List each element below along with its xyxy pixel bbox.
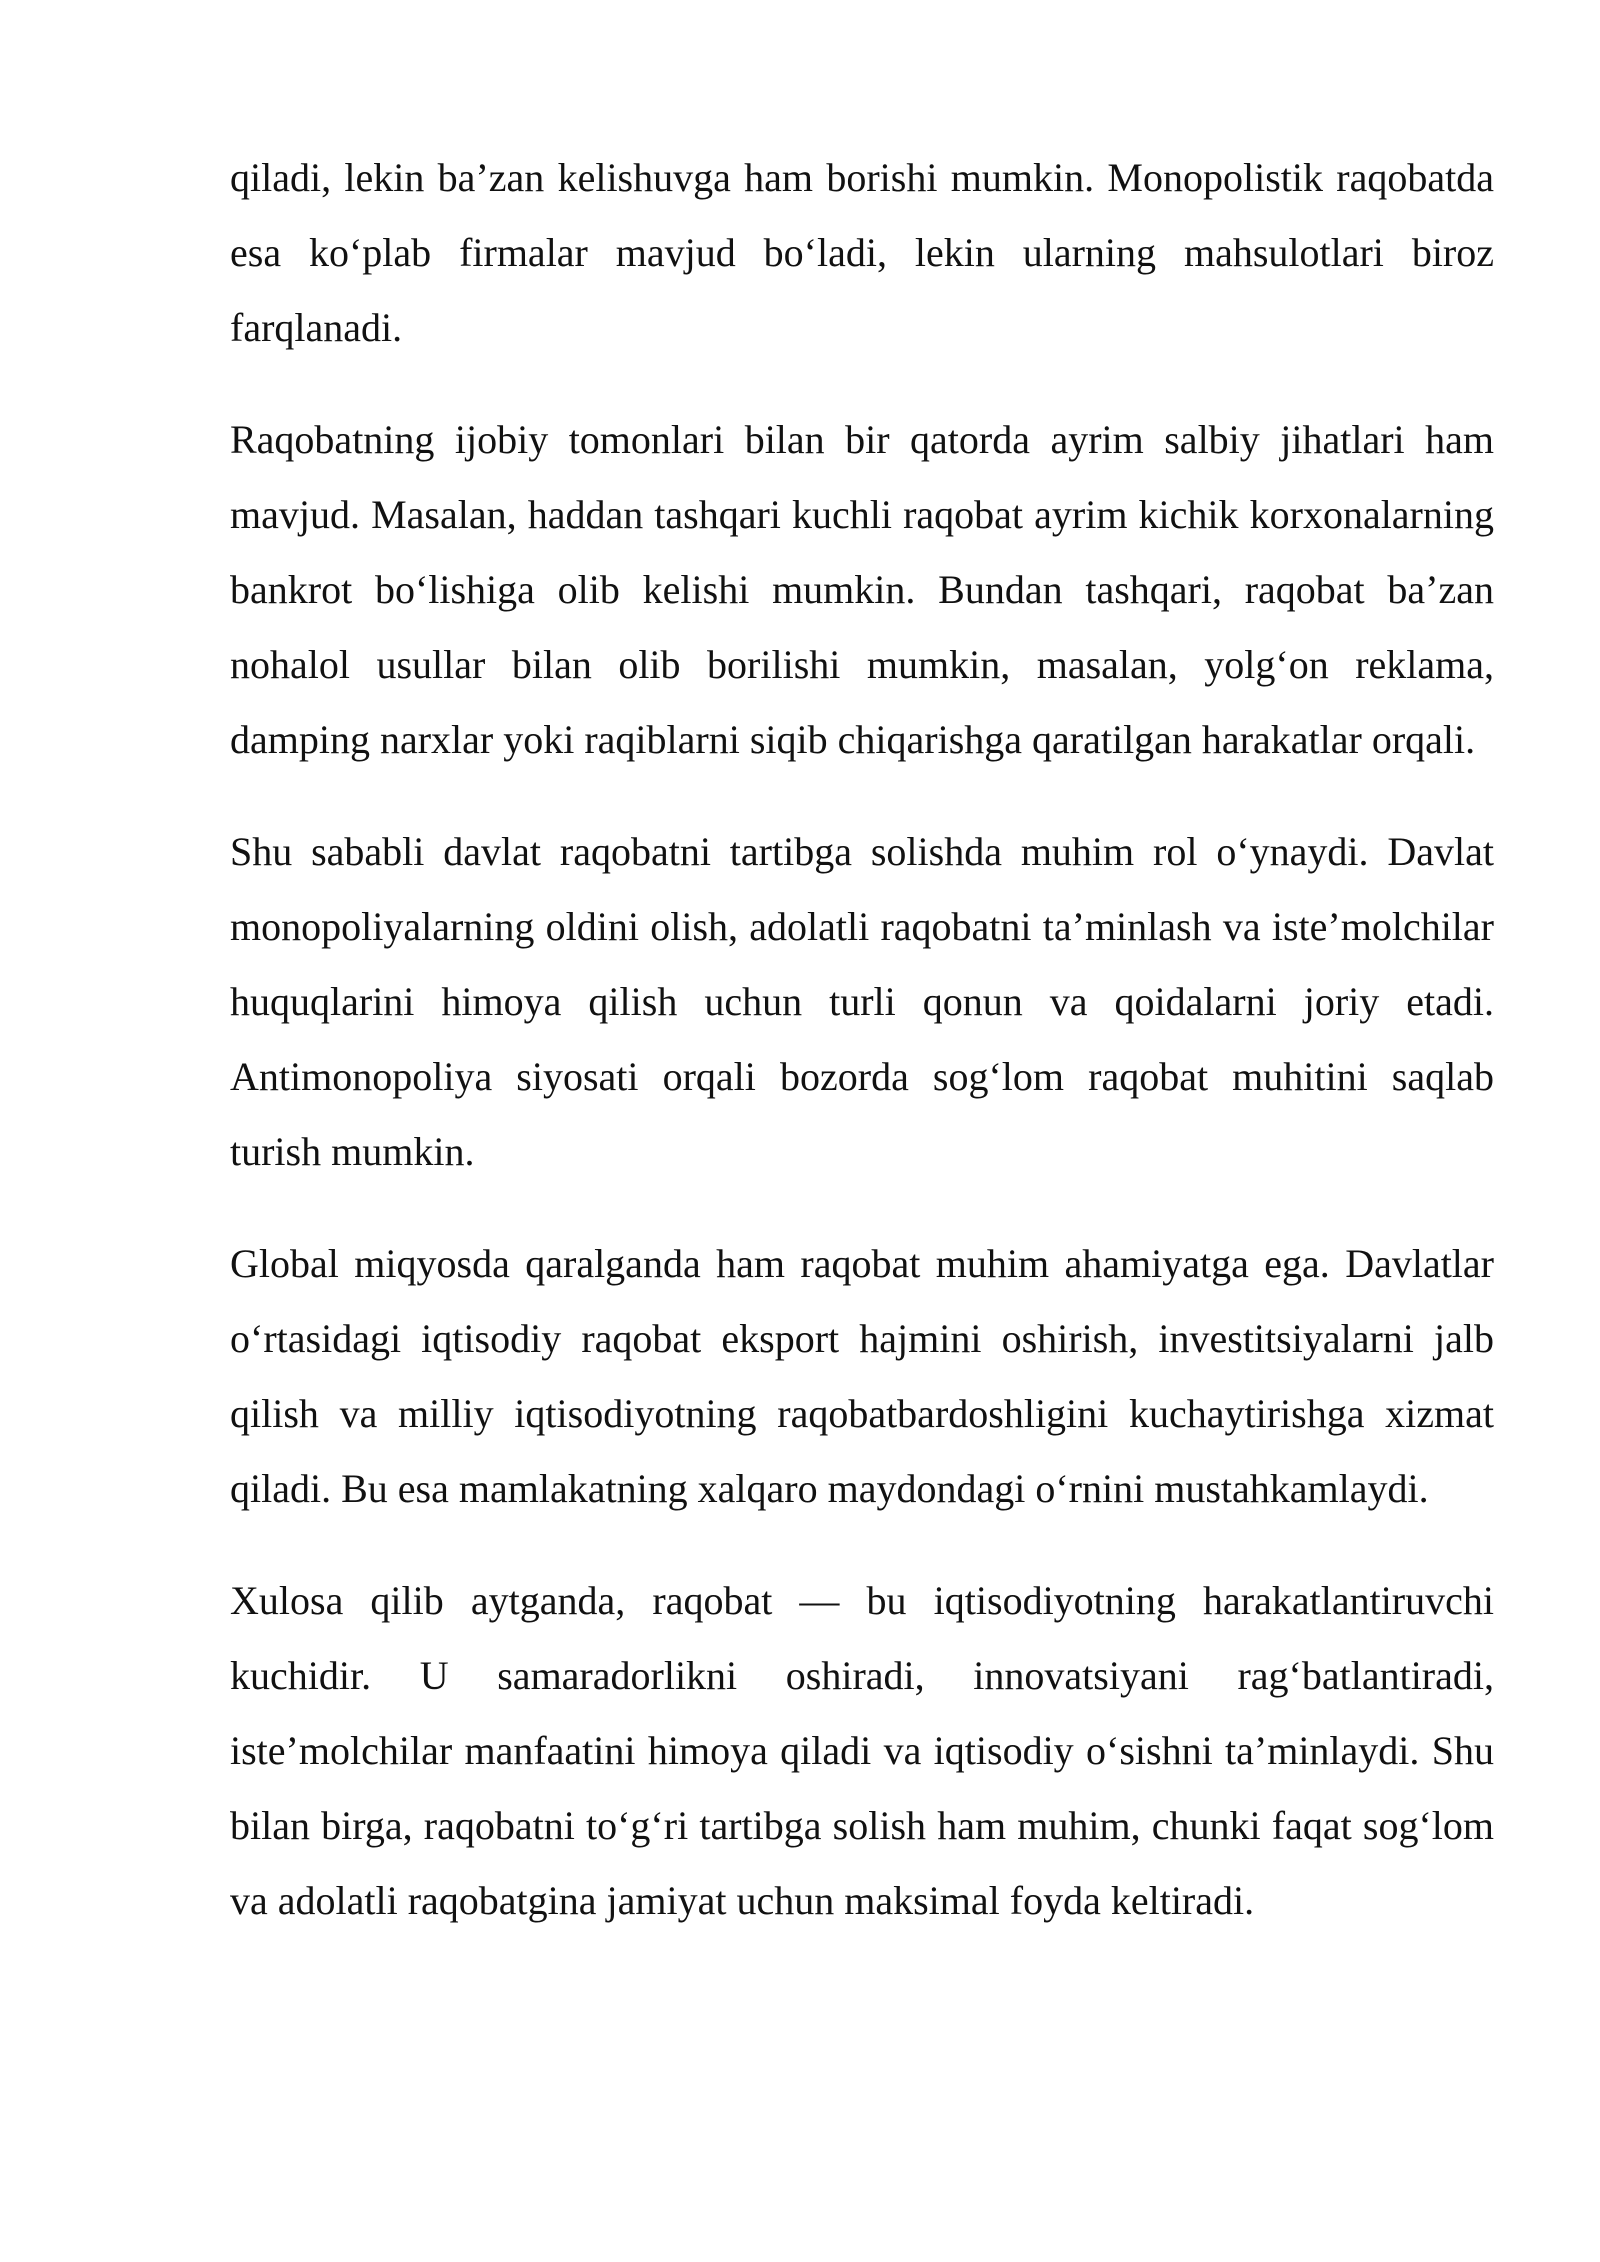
paragraph-3: Shu sababli davlat raqobatni tartibga solishda muhim rol o‘ynaydi. Davlat monopoliyalarning oldini olish, adolatli raqobatni ta’minlash va iste’molchilar huquqlarini himoya qilish uchun turli qonun va qoidalarni joriy etadi. Antimonopoliya siyosati orqali bozorda sog‘lom raqobat muhitini saqlab turish mumkin. xyxy=(230,829,1494,1174)
document-body xyxy=(230,140,1494,1975)
paragraph-4: Global miqyosda qaralganda ham raqobat muhim ahamiyatga ega. Davlatlar o‘rtasidagi iqtisodiy raqobat eksport hajmini oshirish, investitsiyalarni jalb qilish va milliy iqtisodiyotning raqobatbardoshligini kuchaytirishga xizmat qiladi. Bu esa mamlakatning xalqaro maydondagi o‘rnini mustahkamlaydi. xyxy=(230,1241,1494,1511)
paragraph-5: Xulosa qilib aytganda, raqobat — bu iqtisodiyotning harakatlantiruvchi kuchidir. U samaradorlikni oshiradi, innovatsiyani rag‘batlantiradi, iste’molchilar manfaatini himoya qiladi va iqtisodiy o‘sishni ta’minlaydi. Shu bilan birga, raqobatni to‘g‘ri tartibga solish ham muhim, chunki faqat sog‘lom va adolatli raqobatgina jamiyat uchun maksimal foyda keltiradi. xyxy=(230,1578,1494,1923)
paragraph-1: qiladi, lekin ba’zan kelishuvga ham borishi mumkin. Monopolistik raqobatda esa ko‘plab firmalar mavjud bo‘ladi, lekin ularning mahsulotlari biroz farqlanadi. xyxy=(230,155,1494,350)
paragraph-2: Raqobatning ijobiy tomonlari bilan bir qatorda ayrim salbiy jihatlari ham mavjud. Masalan, haddan tashqari kuchli raqobat ayrim kichik korxonalarning bankrot bo‘lishiga olib kelishi mumkin. Bundan tashqari, raqobat ba’zan nohalol usullar bilan olib borilishi mumkin, masalan, yolg‘on reklama, damping narxlar yoki raqiblarni siqib chiqarishga qaratilgan harakatlar orqali. xyxy=(230,417,1494,762)
